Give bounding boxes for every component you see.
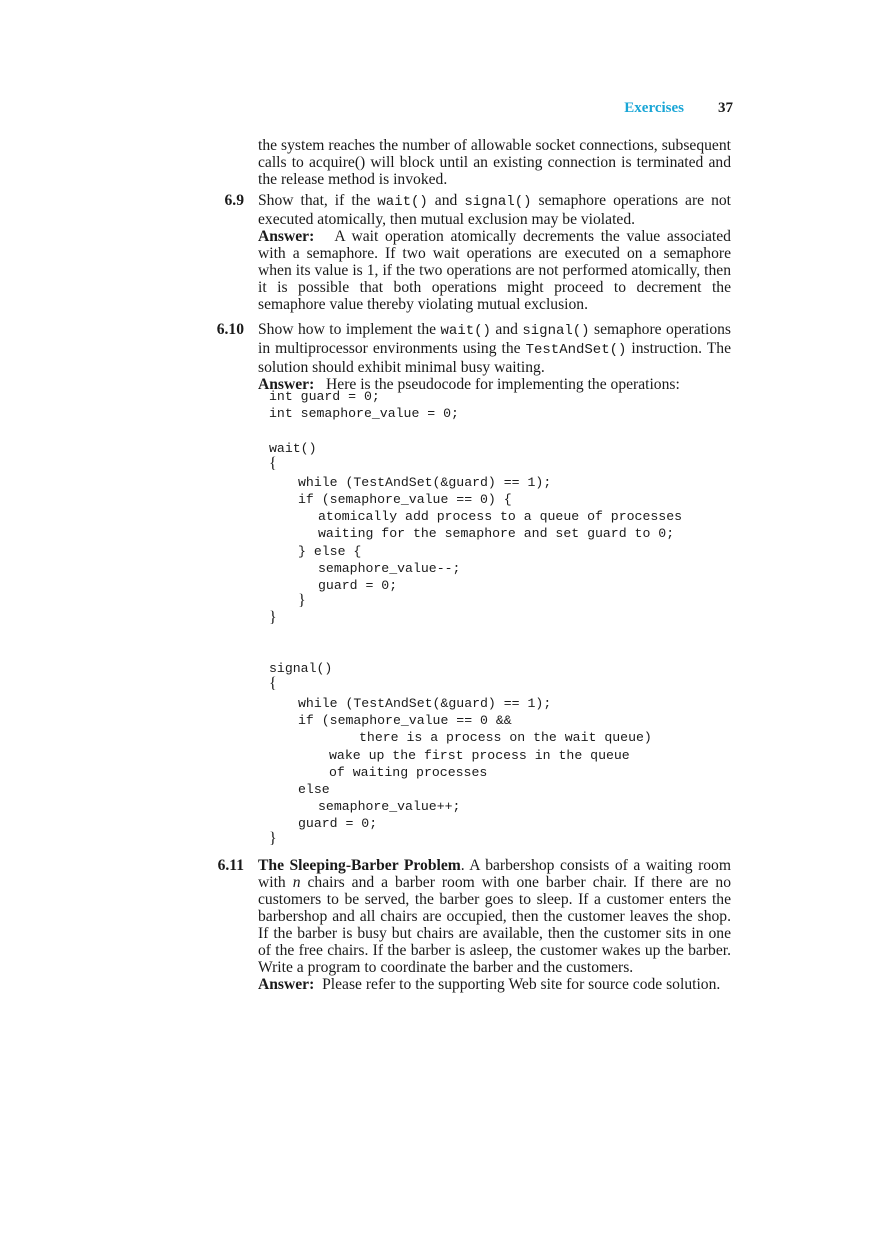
inline-code: signal() (464, 194, 532, 210)
question-text: semaphore operations are not executed atomically, then mutual exclusion may be violated. (258, 192, 732, 228)
code-line: if (semaphore_value == 0) { (298, 492, 512, 507)
exercise-6-11 (258, 857, 731, 993)
code-line: atomically add process to a queue of processes (318, 509, 683, 524)
code-line: of waiting processes (329, 765, 488, 780)
answer-label: Answer: (258, 228, 315, 245)
inline-code: wait() (377, 194, 428, 210)
code-line: wake up the first process in the queue (329, 748, 630, 763)
question-text: Show that, if the (258, 192, 378, 209)
code-line: } (269, 609, 277, 626)
code-line: guard = 0; (318, 578, 398, 593)
code-line: else (298, 782, 330, 797)
code-line: { (269, 675, 277, 692)
section-title: Exercises (624, 100, 684, 116)
running-header (0, 100, 733, 117)
answer-label: Answer: (258, 376, 315, 393)
inline-code: TestAndSet() (525, 342, 627, 358)
code-line: wait() (269, 441, 317, 456)
code-line: int semaphore_value = 0; (269, 406, 459, 421)
page-number: 37 (718, 100, 733, 116)
question-text: Show how to implement the (258, 321, 441, 338)
code-line: } else { (298, 544, 362, 559)
code-line: while (TestAndSet(&guard) == 1); (298, 475, 552, 490)
continuation-paragraph: the system reaches the number of allowable socket connections, subsequent calls to acquire() will block until an existing connection is terminated and the release method is invoked. (258, 137, 731, 188)
code-line: } (298, 592, 306, 609)
code-line: int guard = 0; (269, 389, 380, 404)
question-text: and (427, 192, 465, 209)
code-line: signal() (269, 661, 333, 676)
question-text: semaphore operations in multiprocessor environments using the (258, 321, 731, 357)
variable-n: n (292, 874, 301, 891)
code-line: while (TestAndSet(&guard) == 1); (298, 696, 552, 711)
exercise-number-6-9: 6.9 (224, 192, 244, 209)
exercise-6-10 (258, 321, 731, 393)
question-text: instruction. The solution should exhibit minimal busy waiting. (258, 340, 732, 376)
answer-label: Answer: (258, 976, 315, 993)
answer-text: Here is the pseudocode for implementing the operations: (326, 376, 680, 393)
code-line: semaphore_value++; (318, 799, 461, 814)
exercise-number-6-11: 6.11 (217, 857, 244, 874)
question-text: . A barbershop consists of a waiting room with (258, 857, 731, 891)
exercise-6-9 (258, 192, 731, 313)
code-line: } (269, 830, 277, 847)
question-text: and (490, 321, 523, 338)
code-line: there is a process on the wait queue) (359, 730, 652, 745)
problem-title: The Sleeping-Barber Problem (258, 857, 461, 874)
code-line: waiting for the semaphore and set guard to 0; (318, 526, 675, 541)
inline-code: wait() (440, 323, 491, 339)
pseudocode-block (269, 388, 729, 848)
code-line: { (269, 455, 277, 472)
code-line: guard = 0; (298, 816, 378, 831)
answer-text: A wait operation atomically decrements the value associated with a semaphore. If two wait operations are executed on a semaphore when its value is 1, if the two operations are not performed atomically, then it is possible that both operations might proceed to decrement the semaphore value thereby violating mutual exclusion. (258, 228, 731, 313)
exercise-number-6-10: 6.10 (216, 321, 244, 338)
inline-code: signal() (522, 323, 590, 339)
question-text: chairs and a barber room with one barber chair. If there are no customers to be served, the barber goes to sleep. If a customer enters the barbershop and all chairs are occupied, then the customer leaves the shop. If the barber is busy but chairs are available, then the customer sits in one of the free chairs. If the barber is asleep, the customer wakes up the barber. Write a program to coordinate the barber and the customers. (258, 874, 732, 976)
answer-text: Please refer to the supporting Web site for source code solution. (322, 976, 721, 993)
code-line: semaphore_value--; (318, 561, 461, 576)
code-line: if (semaphore_value == 0 && (298, 713, 512, 728)
